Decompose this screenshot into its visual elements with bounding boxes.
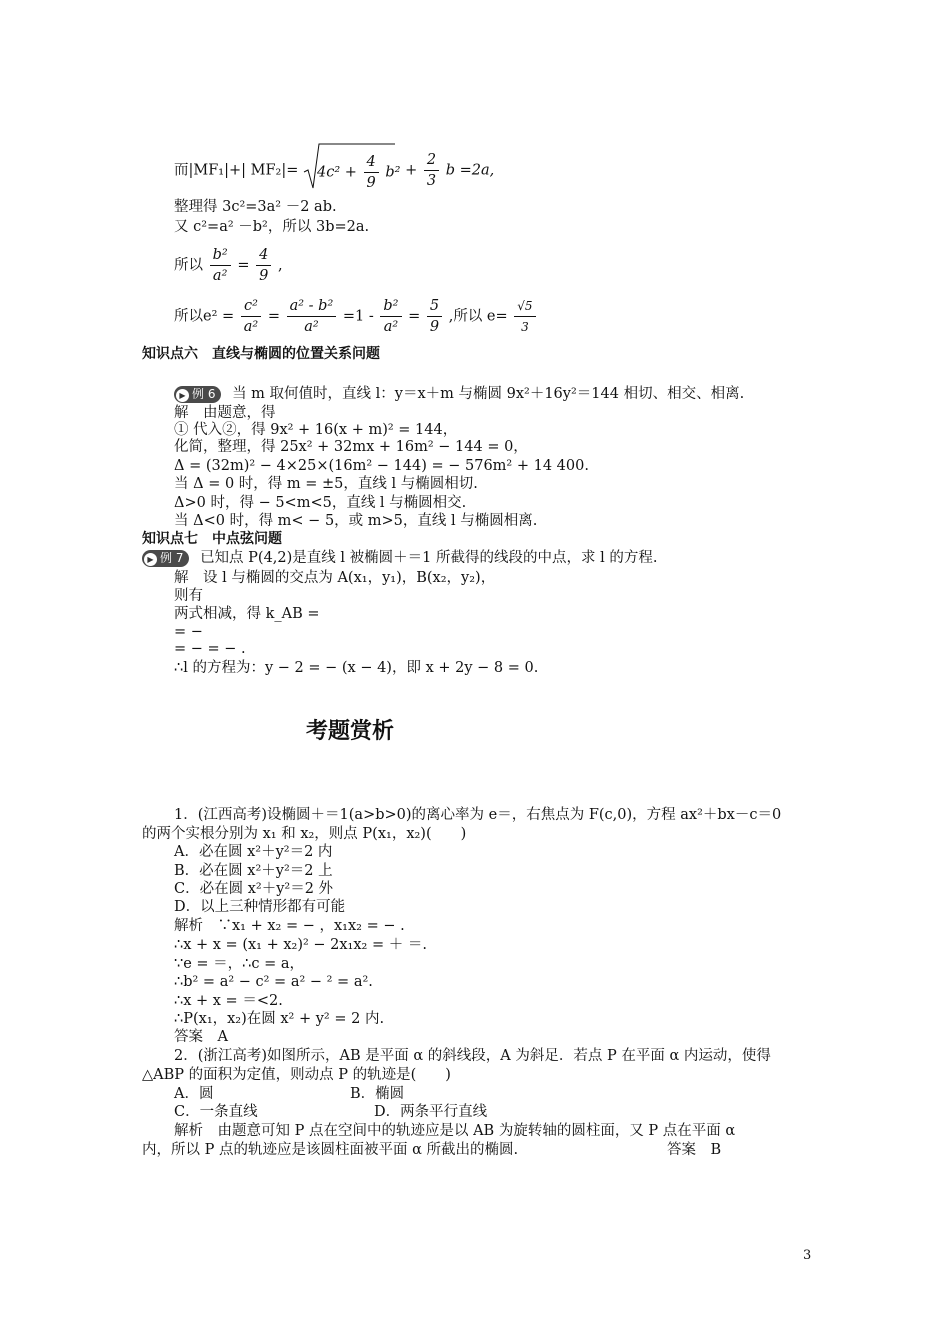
text-line: ∴b² = a² − c² = a² − ² = a². xyxy=(174,974,373,990)
option: A．圆 xyxy=(174,1086,214,1102)
text-line: = − xyxy=(174,624,203,640)
example-badge: ▶ 例 7 xyxy=(142,550,189,567)
option: B．椭圆 xyxy=(350,1086,405,1102)
fraction: $\frac{\text{b²}}{\text{a²}}$ xyxy=(380,296,401,337)
text-line: 解 设 l 与椭圆的交点为 A(x₁，y₁)，B(x₂，y₂)， xyxy=(174,570,496,586)
option: C．一条直线 xyxy=(174,1104,258,1120)
formula-text: 而|MF₁|+| MF₂|= xyxy=(174,162,299,179)
fraction: $\frac{4}{9}$ xyxy=(256,245,271,286)
text-line: 1．(江西高考)设椭圆＋＝1(a>b>0)的离心率为 e＝，右焦点为 F(c,0)，方程 ax²＋bx－c＝0 xyxy=(174,807,782,823)
fraction: $\frac{2}{3}$ xyxy=(424,150,439,191)
text-line: Δ>0 时，得 − 5<m<5，直线 l 与椭圆相交. xyxy=(174,495,467,511)
text-line: Δ = (32m)² − 4×25×(16m² − 144) = − 576m² + 14 400. xyxy=(174,458,589,474)
formula-line: 所以 $\frac{\text{b²}}{\text{a²}}$ = $\frac{4}{9}$ , xyxy=(174,247,283,284)
fraction: $\frac{5}{9}$ xyxy=(427,296,442,337)
text-line: 解析 ∵x₁ + x₂ = − ，x₁x₂ = − . xyxy=(174,918,405,934)
fraction: $\frac{\text{b²}}{\text{a²}}$ xyxy=(210,245,231,286)
play-icon: ▶ xyxy=(144,553,157,566)
text-line: 化简，整理，得 25x² + 32mx + 16m² − 144 = 0， xyxy=(174,439,528,455)
text-line: ∴x + x = (x₁ + x₂)² − 2x₁x₂ = ＋ ＝. xyxy=(174,937,427,953)
text-line: 又 c²=a² －b²，所以 3b=2a. xyxy=(174,219,370,235)
text-line: 整理得 3c²=3a² －2 ab. xyxy=(174,199,337,215)
text-line: 两式相减，得 k_AB = xyxy=(174,606,320,622)
example-line: ▶ 例 7 已知点 P(4,2)是直线 l 被椭圆＋＝1 所截得的线段的中点，求 l 的方程. xyxy=(142,549,657,567)
text-line: = − = − . xyxy=(174,641,246,657)
text-line: ∴l 的方程为：y − 2 = − (x − 4)，即 x + 2y − 8 = 0. xyxy=(174,660,539,676)
fraction: $\frac{\text{c²}}{\text{a²}}$ xyxy=(241,296,261,337)
option: D．两条平行直线 xyxy=(374,1104,488,1120)
text-line: ∴P(x₁，x₂)在圆 x² + y² = 2 内. xyxy=(174,1011,385,1027)
text-line: 当 Δ = 0 时，得 m = ±5，直线 l 与椭圆相切. xyxy=(174,476,478,492)
formula-line: 所以e² = $\frac{\text{c²}}{\text{a²}}$ = $\frac{\text{a² - b²}}{\text{a²}}$ =1 - $\frac{\text{b²}}{\text{a²}}$ = $\frac{5}{9}$ ,所以 e= $\frac{√5}{3}$ xyxy=(174,296,538,337)
text-line: ∴x + x = ＝<2. xyxy=(174,993,283,1009)
answer: 答案 B xyxy=(667,1142,722,1158)
formula-line-1: 而|MF₁|+| MF₂|= 4c² + $\frac{4}{9}$ b² + $\frac{2}{3}$ b =2a, xyxy=(174,148,494,193)
text-line: 则有 xyxy=(174,588,203,604)
fraction: $\frac{4}{9}$ xyxy=(364,152,379,193)
text-line: 当 Δ<0 时，得 m< − 5，或 m>5，直线 l 与椭圆相离. xyxy=(174,513,538,529)
option: D．以上三种情形都有可能 xyxy=(174,899,346,915)
example-line: ▶ 例 6 当 m 取何值时，直线 l：y＝x＋m 与椭圆 9x²＋16y²＝144 相切、相交、相离. xyxy=(174,385,744,403)
option: A．必在圆 x²＋y²＝2 内 xyxy=(174,844,333,860)
section-heading: 知识点六 直线与椭圆的位置关系问题 xyxy=(142,346,380,362)
text-line: △ABP 的面积为定值，则动点 P 的轨迹是( ) xyxy=(142,1067,451,1083)
text-line: 的两个实根分别为 x₁ 和 x₂，则点 P(x₁，x₂)( ) xyxy=(142,826,467,842)
page-number: 3 xyxy=(803,1248,812,1263)
page-title: 考题赏析 xyxy=(306,719,395,744)
fraction: $\frac{\text{a² - b²}}{\text{a²}}$ xyxy=(287,296,337,337)
text-line: 解 由题意，得 xyxy=(174,405,276,421)
text-line: 内，所以 P 点的轨迹应是该圆柱面被平面 α 所截出的椭圆. xyxy=(142,1142,519,1158)
radical: 4c² + $\frac{4}{9}$ b² xyxy=(303,148,400,193)
fraction: $\frac{√5}{3}$ xyxy=(514,296,535,337)
play-icon: ▶ xyxy=(176,389,189,402)
option: C．必在圆 x²＋y²＝2 外 xyxy=(174,881,334,897)
text-line: ∵e = ＝，∴c = a， xyxy=(174,956,305,972)
section-heading: 知识点七 中点弦问题 xyxy=(142,531,282,547)
option: B．必在圆 x²＋y²＝2 上 xyxy=(174,863,333,879)
text-line: 解析 由题意可知 P 点在空间中的轨迹应是以 AB 为旋转轴的圆柱面，又 P 点在平面 α xyxy=(174,1123,736,1139)
example-badge: ▶ 例 6 xyxy=(174,386,221,403)
text-line: 2．(浙江高考)如图所示，AB 是平面 α 的斜线段，A 为斜足．若点 P 在平面 α 内运动，使得 xyxy=(174,1048,771,1064)
radical-sign xyxy=(303,142,395,194)
text-line: ① 代入②，得 9x² + 16(x + m)² = 144， xyxy=(174,422,458,438)
answer: 答案 A xyxy=(174,1029,228,1045)
